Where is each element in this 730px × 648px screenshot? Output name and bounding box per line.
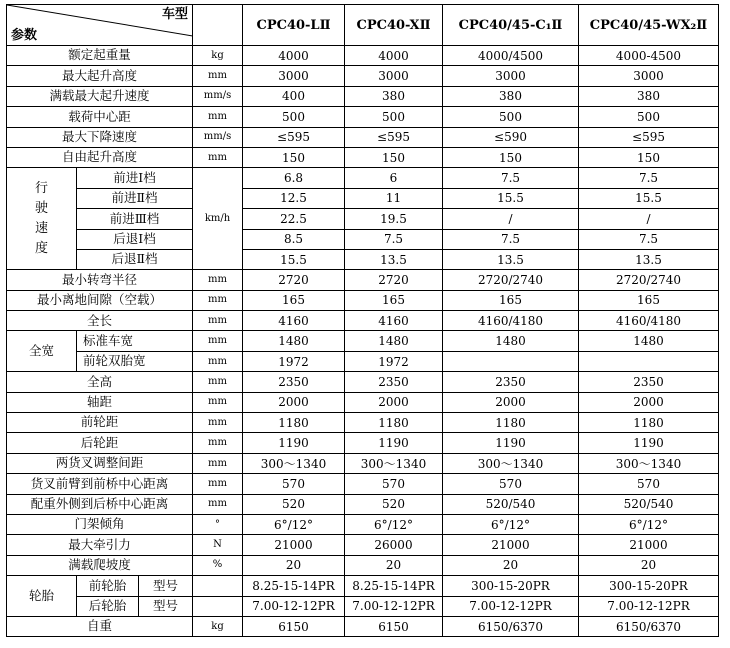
value-cell: 1480 xyxy=(243,331,345,351)
value-cell: 570 xyxy=(345,474,443,494)
value-cell: 520/540 xyxy=(579,494,719,514)
value-cell: 6150/6370 xyxy=(443,616,579,636)
unit-cell: mm xyxy=(193,290,243,310)
value-cell: 1480 xyxy=(345,331,443,351)
value-cell: 26000 xyxy=(345,535,443,555)
value-cell: / xyxy=(443,209,579,229)
value-cell: 380 xyxy=(345,86,443,106)
value-cell: 2720 xyxy=(345,270,443,290)
value-cell: 4160 xyxy=(243,311,345,331)
unit-cell: kg xyxy=(193,46,243,66)
value-cell: ≤595 xyxy=(243,127,345,147)
param-label: 最小转弯半径 xyxy=(7,270,193,290)
value-cell: 380 xyxy=(579,86,719,106)
width-label: 标准车宽 xyxy=(77,331,193,351)
unit-cell: mm xyxy=(193,453,243,473)
model-header: CPC40/45-WX₂Ⅱ xyxy=(579,5,719,46)
unit-cell: mm xyxy=(193,351,243,371)
table-row xyxy=(7,494,719,514)
value-cell: 12.5 xyxy=(243,188,345,208)
unit-cell: kg xyxy=(193,616,243,636)
tire-group-label: 轮胎 xyxy=(7,576,77,617)
unit-cell: mm xyxy=(193,474,243,494)
header-row xyxy=(7,5,719,46)
param-label: 自由起升高度 xyxy=(7,147,193,167)
model-header: CPC40-LⅡ xyxy=(243,5,345,46)
value-cell: 380 xyxy=(443,86,579,106)
value-cell: 3000 xyxy=(443,66,579,86)
param-label: 最大下降速度 xyxy=(7,127,193,147)
param-label: 门架倾角 xyxy=(7,514,193,534)
value-cell: 1180 xyxy=(345,413,443,433)
value-cell: 165 xyxy=(243,290,345,310)
value-cell: 2000 xyxy=(345,392,443,412)
value-cell: 21000 xyxy=(443,535,579,555)
value-cell xyxy=(579,351,719,371)
param-label: 全长 xyxy=(7,311,193,331)
param-label: 满载最大起升速度 xyxy=(7,86,193,106)
value-cell: 2350 xyxy=(345,372,443,392)
value-cell: 520/540 xyxy=(443,494,579,514)
value-cell: 150 xyxy=(243,147,345,167)
value-cell: 2350 xyxy=(443,372,579,392)
value-cell: 7.00-12-12PR xyxy=(345,596,443,616)
value-cell: 1190 xyxy=(345,433,443,453)
value-cell: 3000 xyxy=(243,66,345,86)
table-row xyxy=(7,229,719,249)
value-cell: 300～1340 xyxy=(345,453,443,473)
table-row xyxy=(7,311,719,331)
unit-header-cell xyxy=(193,5,243,46)
value-cell: 570 xyxy=(443,474,579,494)
param-label: 自重 xyxy=(7,616,193,636)
value-cell: 6°/12° xyxy=(579,514,719,534)
table-row xyxy=(7,290,719,310)
value-cell: 1190 xyxy=(579,433,719,453)
value-cell: 1180 xyxy=(243,413,345,433)
value-cell: 6150 xyxy=(345,616,443,636)
value-cell: 13.5 xyxy=(579,249,719,269)
value-cell: 500 xyxy=(579,107,719,127)
value-cell: 1180 xyxy=(443,413,579,433)
param-label: 配重外侧到后桥中心距离 xyxy=(7,494,193,514)
value-cell: 6.8 xyxy=(243,168,345,188)
param-label: 货叉前臂到前桥中心距离 xyxy=(7,474,193,494)
value-cell: 500 xyxy=(243,107,345,127)
value-cell: 2720/2740 xyxy=(443,270,579,290)
value-cell: 2350 xyxy=(243,372,345,392)
value-cell: 8.25-15-14PR xyxy=(243,576,345,596)
table-row xyxy=(7,270,719,290)
table-row xyxy=(7,535,719,555)
value-cell: 3000 xyxy=(345,66,443,86)
value-cell: 20 xyxy=(579,555,719,575)
table-row xyxy=(7,474,719,494)
gear-label: 前进Ⅱ档 xyxy=(77,188,193,208)
param-label: 载荷中心距 xyxy=(7,107,193,127)
unit-cell: mm xyxy=(193,413,243,433)
value-cell: 300～1340 xyxy=(443,453,579,473)
value-cell: 165 xyxy=(579,290,719,310)
table-row xyxy=(7,127,719,147)
value-cell: 6°/12° xyxy=(345,514,443,534)
table-row xyxy=(7,168,719,188)
value-cell: 20 xyxy=(345,555,443,575)
table-row xyxy=(7,514,719,534)
gear-label: 前进Ⅲ档 xyxy=(77,209,193,229)
value-cell: 15.5 xyxy=(579,188,719,208)
table-row xyxy=(7,596,719,616)
model-header: CPC40/45-C₁Ⅱ xyxy=(443,5,579,46)
speed-group-text: 行驶速度 xyxy=(34,180,48,256)
unit-cell: mm/s xyxy=(193,86,243,106)
value-cell: 2350 xyxy=(579,372,719,392)
unit-cell: mm/s xyxy=(193,127,243,147)
table-row xyxy=(7,86,719,106)
value-cell: 300-15-20PR xyxy=(579,576,719,596)
value-cell: 7.5 xyxy=(443,229,579,249)
table-row xyxy=(7,413,719,433)
table-row xyxy=(7,433,719,453)
value-cell: 4000/4500 xyxy=(443,46,579,66)
value-cell: 20 xyxy=(443,555,579,575)
unit-cell xyxy=(193,596,243,616)
table-row xyxy=(7,392,719,412)
unit-cell: mm xyxy=(193,66,243,86)
param-label: 最大牵引力 xyxy=(7,535,193,555)
value-cell: 6 xyxy=(345,168,443,188)
value-cell: 165 xyxy=(443,290,579,310)
unit-cell: % xyxy=(193,555,243,575)
value-cell: 570 xyxy=(243,474,345,494)
speed-group-label xyxy=(7,168,77,270)
value-cell: 1190 xyxy=(243,433,345,453)
value-cell: 2000 xyxy=(579,392,719,412)
table-row xyxy=(7,46,719,66)
value-cell: 150 xyxy=(579,147,719,167)
value-cell: 1180 xyxy=(579,413,719,433)
param-label: 最小离地间隙（空载） xyxy=(7,290,193,310)
value-cell: 7.5 xyxy=(579,168,719,188)
value-cell: 300-15-20PR xyxy=(443,576,579,596)
value-cell: 15.5 xyxy=(243,249,345,269)
unit-cell: mm xyxy=(193,147,243,167)
value-cell: 150 xyxy=(443,147,579,167)
table-row xyxy=(7,331,719,351)
corner-param-label: 参数 xyxy=(11,28,38,43)
value-cell: 520 xyxy=(243,494,345,514)
spec-table xyxy=(6,4,719,637)
value-cell: 1480 xyxy=(579,331,719,351)
gear-label: 前进Ⅰ档 xyxy=(77,168,193,188)
value-cell: 7.00-12-12PR xyxy=(243,596,345,616)
corner-model-label: 车型 xyxy=(161,7,188,22)
value-cell: 8.5 xyxy=(243,229,345,249)
value-cell: 2720/2740 xyxy=(579,270,719,290)
table-row xyxy=(7,188,719,208)
value-cell: 400 xyxy=(243,86,345,106)
value-cell: 7.5 xyxy=(345,229,443,249)
model-header: CPC40-XⅡ xyxy=(345,5,443,46)
tire-sub-label: 型号 xyxy=(139,596,193,616)
value-cell: 1972 xyxy=(243,351,345,371)
value-cell: 1972 xyxy=(345,351,443,371)
value-cell: 15.5 xyxy=(443,188,579,208)
unit-cell: ° xyxy=(193,514,243,534)
table-row xyxy=(7,616,719,636)
value-cell: 4160/4180 xyxy=(579,311,719,331)
value-cell: 1190 xyxy=(443,433,579,453)
value-cell: 4160/4180 xyxy=(443,311,579,331)
value-cell: 2000 xyxy=(443,392,579,412)
value-cell: 19.5 xyxy=(345,209,443,229)
unit-cell xyxy=(193,576,243,596)
table-row xyxy=(7,453,719,473)
table-row xyxy=(7,249,719,269)
value-cell: 2000 xyxy=(243,392,345,412)
value-cell: 500 xyxy=(443,107,579,127)
unit-cell: mm xyxy=(193,372,243,392)
value-cell: 300～1340 xyxy=(243,453,345,473)
table-row xyxy=(7,107,719,127)
param-label: 满载爬坡度 xyxy=(7,555,193,575)
value-cell: 4000 xyxy=(345,46,443,66)
param-label: 额定起重量 xyxy=(7,46,193,66)
value-cell: 6150 xyxy=(243,616,345,636)
value-cell: / xyxy=(579,209,719,229)
width-label: 前轮双胎宽 xyxy=(77,351,193,371)
unit-cell: mm xyxy=(193,392,243,412)
value-cell: 1480 xyxy=(443,331,579,351)
value-cell: 7.00-12-12PR xyxy=(579,596,719,616)
speed-unit: km/h xyxy=(193,168,243,270)
table-row xyxy=(7,351,719,371)
value-cell: ≤595 xyxy=(345,127,443,147)
table-row xyxy=(7,66,719,86)
table-row xyxy=(7,372,719,392)
value-cell: 21000 xyxy=(243,535,345,555)
value-cell: 21000 xyxy=(579,535,719,555)
value-cell: 4000 xyxy=(243,46,345,66)
param-label: 轴距 xyxy=(7,392,193,412)
unit-cell: mm xyxy=(193,107,243,127)
value-cell: 13.5 xyxy=(443,249,579,269)
value-cell: ≤590 xyxy=(443,127,579,147)
value-cell: 8.25-15-14PR xyxy=(345,576,443,596)
value-cell: 13.5 xyxy=(345,249,443,269)
param-label: 全高 xyxy=(7,372,193,392)
value-cell xyxy=(443,351,579,371)
value-cell: 7.5 xyxy=(443,168,579,188)
width-group-label: 全宽 xyxy=(7,331,77,372)
param-label: 后轮距 xyxy=(7,433,193,453)
value-cell: 4160 xyxy=(345,311,443,331)
value-cell: 4000-4500 xyxy=(579,46,719,66)
value-cell: 20 xyxy=(243,555,345,575)
unit-cell: mm xyxy=(193,433,243,453)
tire-label: 前轮胎 xyxy=(77,576,139,596)
value-cell: 150 xyxy=(345,147,443,167)
value-cell: 165 xyxy=(345,290,443,310)
param-label: 两货叉调整间距 xyxy=(7,453,193,473)
tire-sub-label: 型号 xyxy=(139,576,193,596)
gear-label: 后退Ⅱ档 xyxy=(77,249,193,269)
unit-cell: mm xyxy=(193,331,243,351)
table-row xyxy=(7,147,719,167)
unit-cell: N xyxy=(193,535,243,555)
param-label: 最大起升高度 xyxy=(7,66,193,86)
unit-cell: mm xyxy=(193,494,243,514)
value-cell: 22.5 xyxy=(243,209,345,229)
value-cell: 6°/12° xyxy=(243,514,345,534)
gear-label: 后退Ⅰ档 xyxy=(77,229,193,249)
unit-cell: mm xyxy=(193,311,243,331)
value-cell: ≤595 xyxy=(579,127,719,147)
table-row xyxy=(7,576,719,596)
value-cell: 520 xyxy=(345,494,443,514)
value-cell: 6°/12° xyxy=(443,514,579,534)
param-label: 前轮距 xyxy=(7,413,193,433)
value-cell: 6150/6370 xyxy=(579,616,719,636)
value-cell: 2720 xyxy=(243,270,345,290)
table-row xyxy=(7,555,719,575)
value-cell: 3000 xyxy=(579,66,719,86)
corner-cell xyxy=(7,5,193,46)
value-cell: 7.5 xyxy=(579,229,719,249)
tire-label: 后轮胎 xyxy=(77,596,139,616)
corner-diagonal xyxy=(7,5,192,45)
value-cell: 300～1340 xyxy=(579,453,719,473)
value-cell: 570 xyxy=(579,474,719,494)
table-row xyxy=(7,209,719,229)
value-cell: 500 xyxy=(345,107,443,127)
value-cell: 7.00-12-12PR xyxy=(443,596,579,616)
value-cell: 11 xyxy=(345,188,443,208)
unit-cell: mm xyxy=(193,270,243,290)
